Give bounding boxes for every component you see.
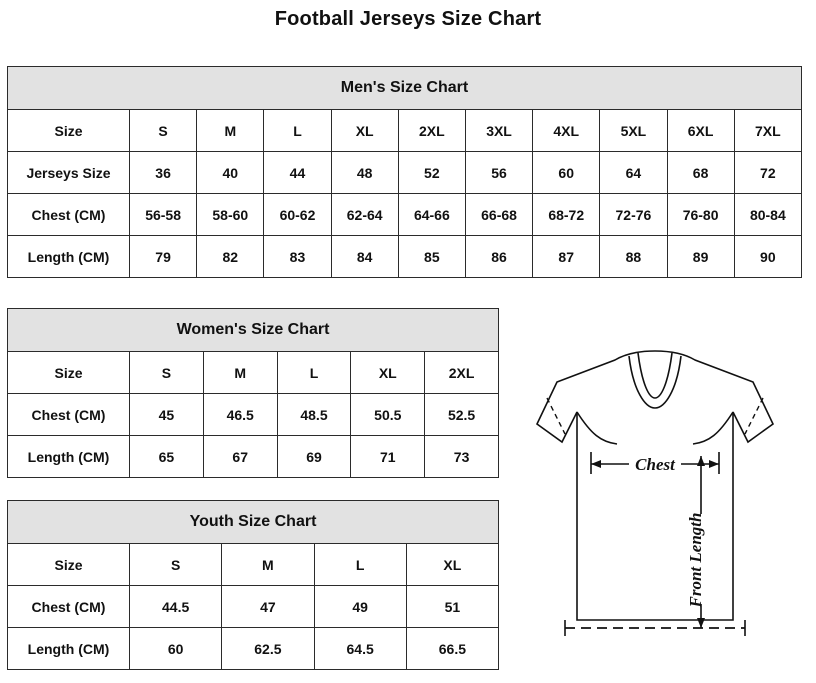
table-cell: 48.5	[277, 394, 351, 436]
table-cell: 56-58	[130, 194, 197, 236]
table-cell: 40	[197, 152, 264, 194]
table-cell: L	[264, 110, 331, 152]
table-cell: 62-64	[331, 194, 398, 236]
table-cell: M	[203, 352, 277, 394]
row-header: Chest (CM)	[8, 586, 130, 628]
row-header: Size	[8, 352, 130, 394]
youth-size-table	[7, 500, 499, 670]
table-cell: 44.5	[130, 586, 222, 628]
table-caption-row	[8, 67, 802, 110]
table-row	[8, 236, 802, 278]
table-cell: 56	[465, 152, 532, 194]
table-cell: 6XL	[667, 110, 734, 152]
table-cell: 88	[600, 236, 667, 278]
table-caption-row	[8, 501, 499, 544]
table-cell: 86	[465, 236, 532, 278]
table-row	[8, 194, 802, 236]
table-cell: 73	[425, 436, 499, 478]
table-cell: 46.5	[203, 394, 277, 436]
table-cell: 48	[331, 152, 398, 194]
table-cell: 47	[222, 586, 314, 628]
table-cell: 3XL	[465, 110, 532, 152]
table-cell: 82	[197, 236, 264, 278]
youth-table-caption: Youth Size Chart	[8, 501, 499, 544]
table-cell: 76-80	[667, 194, 734, 236]
table-cell: 7XL	[734, 110, 801, 152]
table-cell: 66-68	[465, 194, 532, 236]
table-cell: 52	[398, 152, 465, 194]
table-cell: 45	[130, 394, 204, 436]
row-header: Size	[8, 110, 130, 152]
table-row	[8, 394, 499, 436]
table-cell: 52.5	[425, 394, 499, 436]
table-cell: L	[314, 544, 406, 586]
table-cell: S	[130, 352, 204, 394]
table-cell: XL	[351, 352, 425, 394]
table-cell: 68	[667, 152, 734, 194]
table-row	[8, 544, 499, 586]
mens-table-caption: Men's Size Chart	[8, 67, 802, 110]
table-cell: 85	[398, 236, 465, 278]
table-cell: 44	[264, 152, 331, 194]
table-row	[8, 110, 802, 152]
row-header: Chest (CM)	[8, 394, 130, 436]
row-header: Length (CM)	[8, 628, 130, 670]
row-header: Jerseys Size	[8, 152, 130, 194]
table-cell: 60-62	[264, 194, 331, 236]
table-cell: M	[222, 544, 314, 586]
table-cell: 68-72	[533, 194, 600, 236]
mens-size-table	[7, 66, 802, 278]
womens-size-table	[7, 308, 499, 478]
table-row	[8, 586, 499, 628]
youth-size-chart-section	[7, 500, 499, 670]
jersey-measurement-diagram	[505, 338, 805, 658]
table-row	[8, 352, 499, 394]
table-row	[8, 436, 499, 478]
womens-size-chart-section	[7, 308, 499, 478]
table-cell: 62.5	[222, 628, 314, 670]
table-cell: 49	[314, 586, 406, 628]
table-cell: 66.5	[406, 628, 498, 670]
table-cell: 80-84	[734, 194, 801, 236]
table-cell: 64-66	[398, 194, 465, 236]
table-cell: 64	[600, 152, 667, 194]
table-cell: 69	[277, 436, 351, 478]
table-cell: S	[130, 544, 222, 586]
table-row	[8, 152, 802, 194]
table-cell: 51	[406, 586, 498, 628]
table-cell: 71	[351, 436, 425, 478]
table-caption-row	[8, 309, 499, 352]
table-cell: 4XL	[533, 110, 600, 152]
row-header: Chest (CM)	[8, 194, 130, 236]
table-cell: 83	[264, 236, 331, 278]
table-cell: M	[197, 110, 264, 152]
table-row	[8, 628, 499, 670]
jersey-outline-shape	[537, 351, 773, 620]
row-header: Length (CM)	[8, 236, 130, 278]
womens-table-caption: Women's Size Chart	[8, 309, 499, 352]
front-length-label: Front Length	[686, 512, 705, 608]
table-cell: 60	[533, 152, 600, 194]
table-cell: 90	[734, 236, 801, 278]
mens-size-chart-section	[7, 66, 802, 278]
chest-label: Chest	[635, 455, 675, 474]
table-cell: 5XL	[600, 110, 667, 152]
table-cell: 72	[734, 152, 801, 194]
table-cell: 60	[130, 628, 222, 670]
table-cell: XL	[331, 110, 398, 152]
table-cell: 89	[667, 236, 734, 278]
table-cell: 64.5	[314, 628, 406, 670]
table-cell: 50.5	[351, 394, 425, 436]
table-cell: S	[130, 110, 197, 152]
table-cell: 87	[533, 236, 600, 278]
table-cell: 58-60	[197, 194, 264, 236]
table-cell: XL	[406, 544, 498, 586]
table-cell: 65	[130, 436, 204, 478]
table-cell: 2XL	[425, 352, 499, 394]
table-cell: 2XL	[398, 110, 465, 152]
table-cell: 84	[331, 236, 398, 278]
row-header: Length (CM)	[8, 436, 130, 478]
table-cell: 67	[203, 436, 277, 478]
row-header: Size	[8, 544, 130, 586]
table-cell: 72-76	[600, 194, 667, 236]
table-cell: L	[277, 352, 351, 394]
table-cell: 79	[130, 236, 197, 278]
table-cell: 36	[130, 152, 197, 194]
page-title: Football Jerseys Size Chart	[274, 8, 542, 30]
